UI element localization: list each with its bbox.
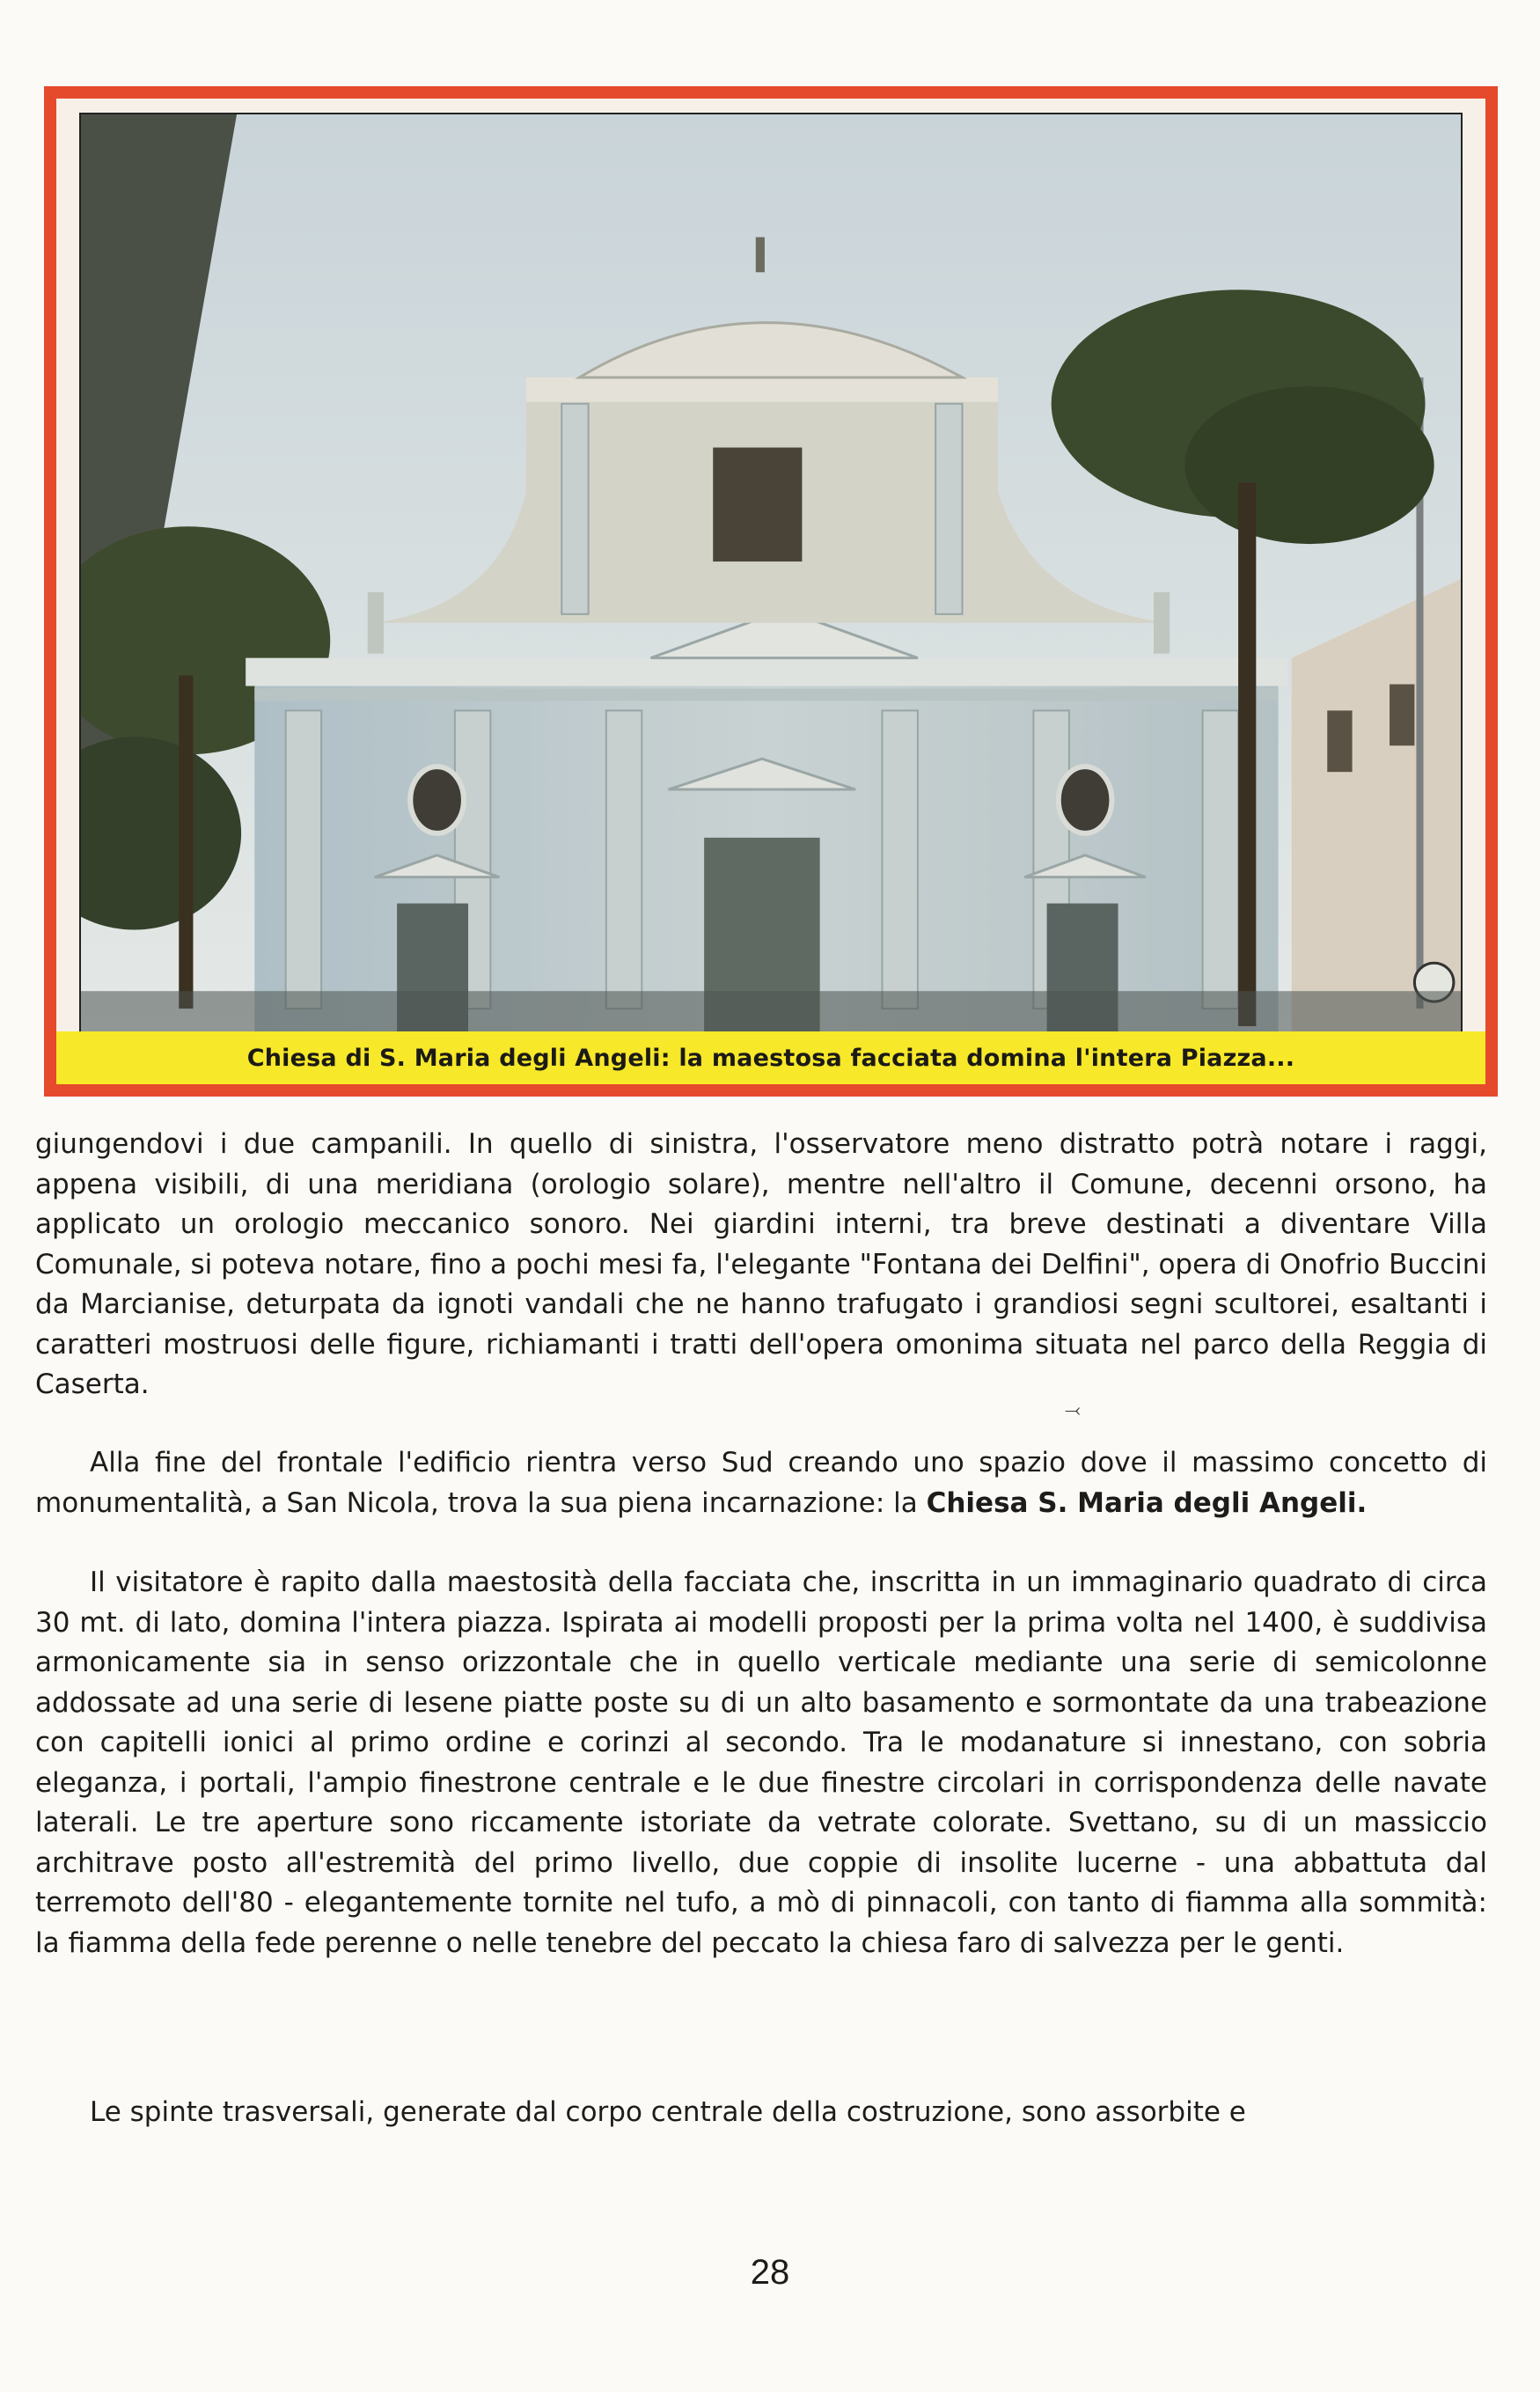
photo-caption: Chiesa di S. Maria degli Angeli: la maestosa facciata domina l'intera Piazza... (246, 1044, 1295, 1072)
church-facade-illustration (81, 114, 1461, 1031)
paragraph-1: giungendovi i due campanili. In quello di sinistra, l'osservatore meno distratto potrà notare i raggi, appena visibili, di una meridiana (orologio solare), mentre nell'altro il Comune, decenni orsono, ha applicato un orologio meccanico sonoro. Nei giardini interni, tra breve destinati a diventare Villa Comunale, si poteva notare, fino a pochi mesi fa, l'elegante "Fontana dei Delfini", opera di Onofrio Buccini da Marcianise, deturpata da ignoti vandali che ne hanno trafugato i grandiosi segni scultorei, esaltanti i caratteri mostruosi delle figure, richiamanti i tratti dell'opera omonima situata nel parco della Reggia di Caserta. (35, 1128, 1487, 1400)
paragraph-2-text: Alla fine del frontale l'edificio rientra verso Sud creando uno spazio dove il massimo concetto di monumentalità, a San Nicola, trova la sua piena incarnazione: la (35, 1447, 1487, 1519)
page-number: 28 (750, 2253, 790, 2292)
paragraph-2-bold: Chiesa S. Maria degli Angeli. (926, 1486, 1368, 1519)
photo-caption-bar (56, 1031, 1485, 1084)
speck-mark: ⤙ (1065, 1399, 1081, 1421)
paragraph-2 (35, 1443, 1487, 1523)
paragraph-3: Il visitatore è rapito dalla maestosità della facciata che, inscritta in un immaginario quadrato di circa 30 mt. di lato, domina l'intera piazza. Ispirata ai modelli proposti per la prima volta nel 1400, è suddivisa armonicamente sia in senso orizzontale che in quello verticale mediante una serie di semicolonne addossate ad una serie di lesene piatte poste su di un alto basamento e sormontate da una trabeazione con capitelli ionici al primo ordine e corinzi al secondo. Tra le modanature si innestano, con sobria eleganza, i portali, l'ampio finestrone centrale e le due finestre circolari in corrispondenza delle navate laterali. Le tre aperture sono riccamente istoriate da vetrate colorate. Svettano, su di un massiccio architrave posto all'estremità del primo livello, due coppie di insolite lucerne - una abbattuta dal terremoto dell'80 - elegantemente tornite nel tufo, a mò di pinnacoli, con tanto di fiamma alla sommità: la fiamma della fede perenne o nelle tenebre del peccato la chiesa faro di salvezza per le genti. (35, 1567, 1487, 1959)
paragraph-4: Le spinte trasversali, generate dal corpo centrale della costruzione, sono assorbite e (90, 2096, 1246, 2128)
church-facade-photo (79, 113, 1463, 1033)
photo-frame (44, 86, 1498, 1097)
photo-mat (56, 99, 1485, 1047)
